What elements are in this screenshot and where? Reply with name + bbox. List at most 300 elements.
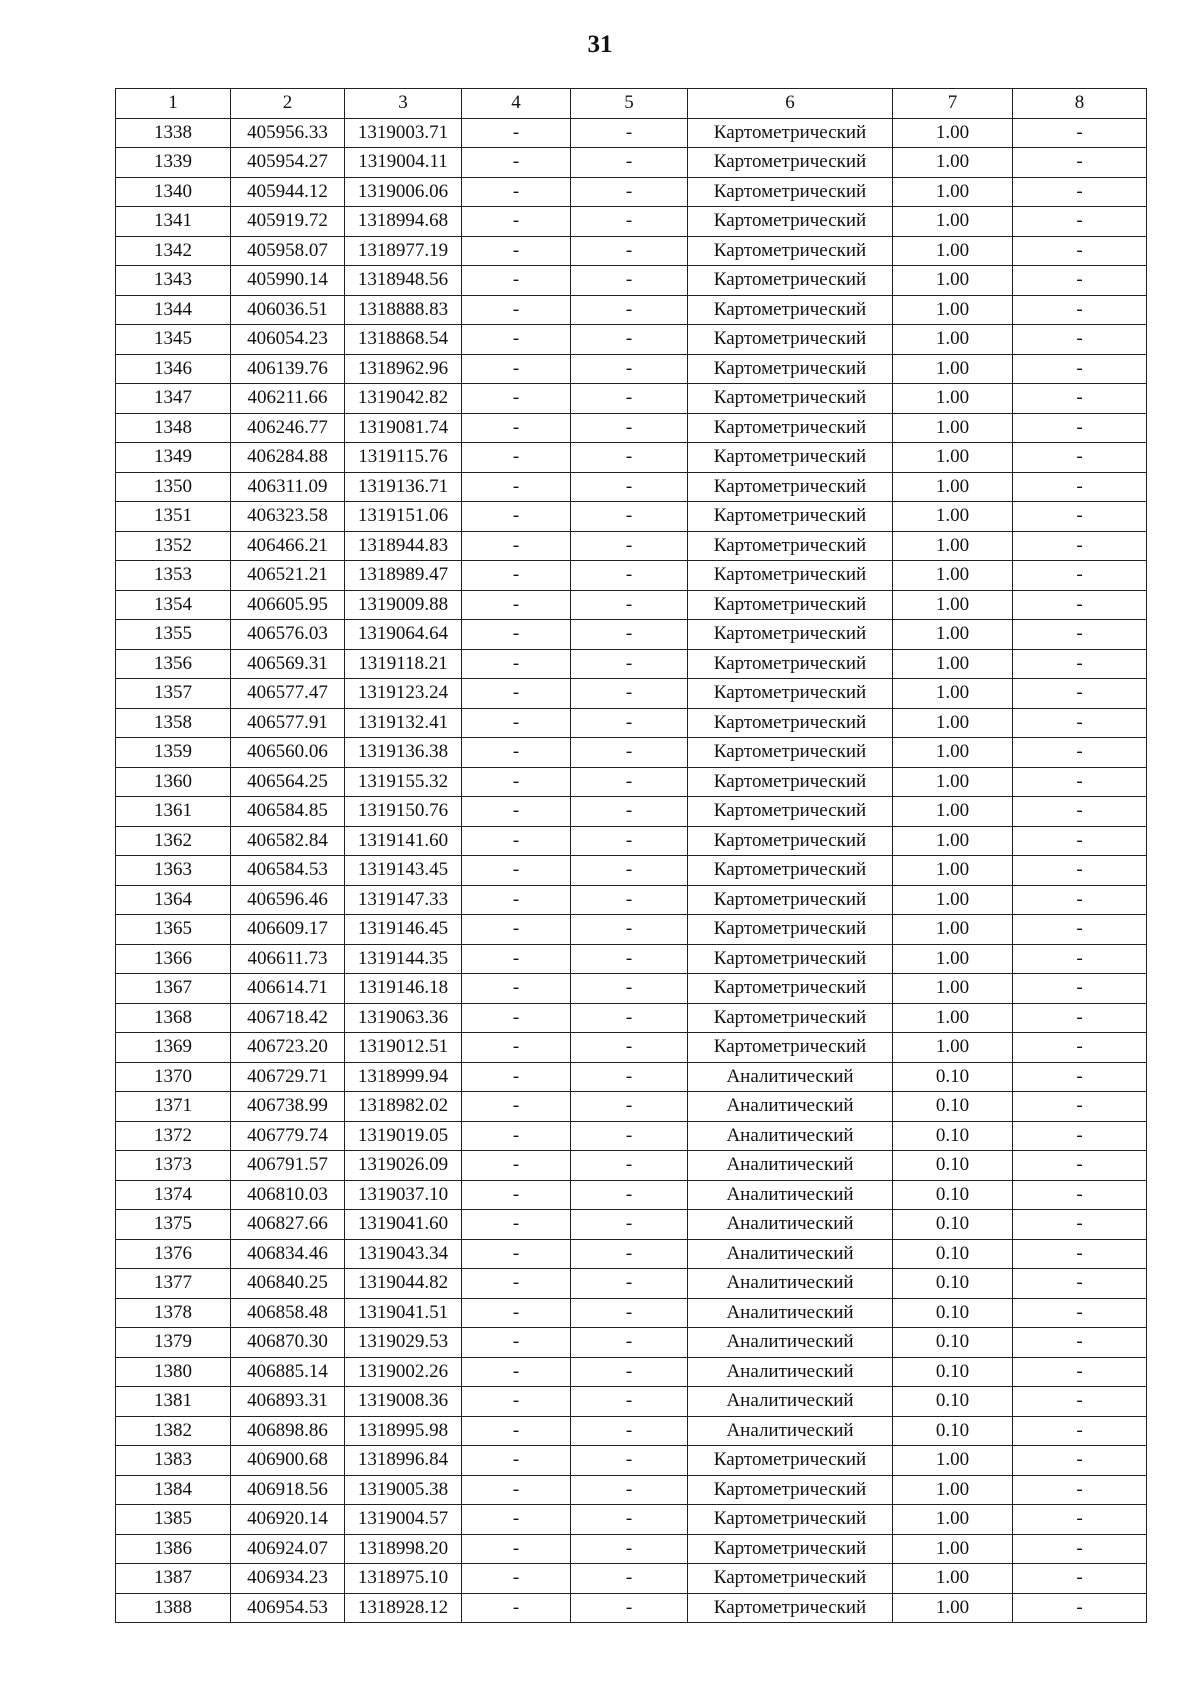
column-header: 3 — [345, 89, 462, 119]
column-8-cell: - — [1013, 1534, 1147, 1564]
accuracy-cell: 0.10 — [893, 1210, 1013, 1240]
table-row — [116, 1180, 1147, 1210]
column-4-cell: - — [462, 1505, 571, 1535]
column-4-cell: - — [462, 1387, 571, 1417]
column-8-cell: - — [1013, 1180, 1147, 1210]
point-number-cell: 1360 — [116, 767, 231, 797]
table-row — [116, 620, 1147, 650]
column-header: 4 — [462, 89, 571, 119]
column-5-cell: - — [571, 1151, 688, 1181]
column-8-cell: - — [1013, 207, 1147, 237]
column-8-cell: - — [1013, 944, 1147, 974]
column-5-cell: - — [571, 118, 688, 148]
column-8-cell: - — [1013, 974, 1147, 1004]
column-8-cell: - — [1013, 236, 1147, 266]
column-8-cell: - — [1013, 1564, 1147, 1594]
column-5-cell: - — [571, 1092, 688, 1122]
column-5-cell: - — [571, 266, 688, 296]
column-4-cell: - — [462, 207, 571, 237]
x-coordinate-cell: 406466.21 — [231, 531, 345, 561]
x-coordinate-cell: 406036.51 — [231, 295, 345, 325]
x-coordinate-cell: 406920.14 — [231, 1505, 345, 1535]
column-8-cell: - — [1013, 1239, 1147, 1269]
y-coordinate-cell: 1319044.82 — [345, 1269, 462, 1299]
column-4-cell: - — [462, 1239, 571, 1269]
method-cell: Картометрический — [688, 531, 893, 561]
point-number-cell: 1371 — [116, 1092, 231, 1122]
table-row — [116, 1593, 1147, 1623]
table-row — [116, 177, 1147, 207]
accuracy-cell: 0.10 — [893, 1416, 1013, 1446]
accuracy-cell: 0.10 — [893, 1239, 1013, 1269]
method-cell: Картометрический — [688, 856, 893, 886]
x-coordinate-cell: 406738.99 — [231, 1092, 345, 1122]
point-number-cell: 1344 — [116, 295, 231, 325]
column-4-cell: - — [462, 767, 571, 797]
column-header: 5 — [571, 89, 688, 119]
accuracy-cell: 1.00 — [893, 915, 1013, 945]
y-coordinate-cell: 1319146.18 — [345, 974, 462, 1004]
y-coordinate-cell: 1319132.41 — [345, 708, 462, 738]
table-row — [116, 1298, 1147, 1328]
x-coordinate-cell: 406564.25 — [231, 767, 345, 797]
column-8-cell: - — [1013, 531, 1147, 561]
point-number-cell: 1365 — [116, 915, 231, 945]
accuracy-cell: 1.00 — [893, 177, 1013, 207]
point-number-cell: 1372 — [116, 1121, 231, 1151]
y-coordinate-cell: 1319037.10 — [345, 1180, 462, 1210]
method-cell: Картометрический — [688, 738, 893, 768]
y-coordinate-cell: 1318995.98 — [345, 1416, 462, 1446]
method-cell: Картометрический — [688, 649, 893, 679]
column-5-cell: - — [571, 1357, 688, 1387]
point-number-cell: 1349 — [116, 443, 231, 473]
x-coordinate-cell: 406246.77 — [231, 413, 345, 443]
x-coordinate-cell: 406834.46 — [231, 1239, 345, 1269]
accuracy-cell: 1.00 — [893, 502, 1013, 532]
method-cell: Картометрический — [688, 590, 893, 620]
point-number-cell: 1342 — [116, 236, 231, 266]
point-number-cell: 1374 — [116, 1180, 231, 1210]
accuracy-cell: 1.00 — [893, 797, 1013, 827]
page-number: 31 — [587, 31, 613, 58]
column-4-cell: - — [462, 915, 571, 945]
y-coordinate-cell: 1319115.76 — [345, 443, 462, 473]
x-coordinate-cell: 406954.53 — [231, 1593, 345, 1623]
table-body — [116, 118, 1147, 1623]
point-number-cell: 1375 — [116, 1210, 231, 1240]
y-coordinate-cell: 1318977.19 — [345, 236, 462, 266]
column-4-cell: - — [462, 1092, 571, 1122]
table-row — [116, 118, 1147, 148]
y-coordinate-cell: 1319147.33 — [345, 885, 462, 915]
accuracy-cell: 1.00 — [893, 295, 1013, 325]
point-number-cell: 1354 — [116, 590, 231, 620]
x-coordinate-cell: 406723.20 — [231, 1033, 345, 1063]
table-row — [116, 1387, 1147, 1417]
point-number-cell: 1379 — [116, 1328, 231, 1358]
column-5-cell: - — [571, 236, 688, 266]
column-header: 1 — [116, 89, 231, 119]
accuracy-cell: 1.00 — [893, 620, 1013, 650]
column-5-cell: - — [571, 207, 688, 237]
accuracy-cell: 1.00 — [893, 472, 1013, 502]
x-coordinate-cell: 406827.66 — [231, 1210, 345, 1240]
x-coordinate-cell: 406284.88 — [231, 443, 345, 473]
y-coordinate-cell: 1319008.36 — [345, 1387, 462, 1417]
method-cell: Картометрический — [688, 502, 893, 532]
point-number-cell: 1340 — [116, 177, 231, 207]
accuracy-cell: 1.00 — [893, 561, 1013, 591]
accuracy-cell: 1.00 — [893, 1446, 1013, 1476]
column-5-cell: - — [571, 531, 688, 561]
column-4-cell: - — [462, 797, 571, 827]
column-5-cell: - — [571, 1505, 688, 1535]
x-coordinate-cell: 406918.56 — [231, 1475, 345, 1505]
y-coordinate-cell: 1318975.10 — [345, 1564, 462, 1594]
table-row — [116, 708, 1147, 738]
method-cell: Картометрический — [688, 354, 893, 384]
column-5-cell: - — [571, 1269, 688, 1299]
method-cell: Картометрический — [688, 325, 893, 355]
column-8-cell: - — [1013, 1446, 1147, 1476]
y-coordinate-cell: 1319144.35 — [345, 944, 462, 974]
y-coordinate-cell: 1319143.45 — [345, 856, 462, 886]
column-4-cell: - — [462, 266, 571, 296]
column-4-cell: - — [462, 974, 571, 1004]
column-4-cell: - — [462, 472, 571, 502]
column-4-cell: - — [462, 708, 571, 738]
column-8-cell: - — [1013, 649, 1147, 679]
y-coordinate-cell: 1319136.71 — [345, 472, 462, 502]
column-4-cell: - — [462, 649, 571, 679]
y-coordinate-cell: 1319063.36 — [345, 1003, 462, 1033]
column-8-cell: - — [1013, 1298, 1147, 1328]
column-8-cell: - — [1013, 561, 1147, 591]
method-cell: Аналитический — [688, 1269, 893, 1299]
point-number-cell: 1387 — [116, 1564, 231, 1594]
method-cell: Картометрический — [688, 384, 893, 414]
method-cell: Картометрический — [688, 944, 893, 974]
x-coordinate-cell: 406211.66 — [231, 384, 345, 414]
column-8-cell: - — [1013, 1387, 1147, 1417]
column-4-cell: - — [462, 354, 571, 384]
column-5-cell: - — [571, 1003, 688, 1033]
column-8-cell: - — [1013, 590, 1147, 620]
y-coordinate-cell: 1319155.32 — [345, 767, 462, 797]
point-number-cell: 1352 — [116, 531, 231, 561]
column-5-cell: - — [571, 1593, 688, 1623]
method-cell: Аналитический — [688, 1092, 893, 1122]
accuracy-cell: 1.00 — [893, 1564, 1013, 1594]
accuracy-cell: 1.00 — [893, 649, 1013, 679]
column-8-cell: - — [1013, 295, 1147, 325]
table-row — [116, 561, 1147, 591]
method-cell: Картометрический — [688, 148, 893, 178]
accuracy-cell: 1.00 — [893, 443, 1013, 473]
y-coordinate-cell: 1319004.11 — [345, 148, 462, 178]
column-5-cell: - — [571, 443, 688, 473]
y-coordinate-cell: 1319002.26 — [345, 1357, 462, 1387]
x-coordinate-cell: 405956.33 — [231, 118, 345, 148]
coordinates-table — [115, 88, 1147, 1623]
method-cell: Аналитический — [688, 1328, 893, 1358]
method-cell: Картометрический — [688, 295, 893, 325]
point-number-cell: 1384 — [116, 1475, 231, 1505]
point-number-cell: 1350 — [116, 472, 231, 502]
table-row — [116, 1328, 1147, 1358]
method-cell: Картометрический — [688, 266, 893, 296]
y-coordinate-cell: 1319041.51 — [345, 1298, 462, 1328]
column-4-cell: - — [462, 679, 571, 709]
column-8-cell: - — [1013, 885, 1147, 915]
column-5-cell: - — [571, 148, 688, 178]
method-cell: Картометрический — [688, 1033, 893, 1063]
point-number-cell: 1383 — [116, 1446, 231, 1476]
column-4-cell: - — [462, 236, 571, 266]
column-4-cell: - — [462, 118, 571, 148]
point-number-cell: 1338 — [116, 118, 231, 148]
y-coordinate-cell: 1319006.06 — [345, 177, 462, 207]
table-row — [116, 1475, 1147, 1505]
accuracy-cell: 1.00 — [893, 1003, 1013, 1033]
column-5-cell: - — [571, 354, 688, 384]
accuracy-cell: 1.00 — [893, 1593, 1013, 1623]
column-4-cell: - — [462, 325, 571, 355]
x-coordinate-cell: 406885.14 — [231, 1357, 345, 1387]
x-coordinate-cell: 406139.76 — [231, 354, 345, 384]
column-5-cell: - — [571, 974, 688, 1004]
table-row — [116, 236, 1147, 266]
column-4-cell: - — [462, 1328, 571, 1358]
column-5-cell: - — [571, 1387, 688, 1417]
column-5-cell: - — [571, 767, 688, 797]
method-cell: Картометрический — [688, 1564, 893, 1594]
column-5-cell: - — [571, 649, 688, 679]
x-coordinate-cell: 406934.23 — [231, 1564, 345, 1594]
column-4-cell: - — [462, 413, 571, 443]
column-4-cell: - — [462, 384, 571, 414]
table-row — [116, 944, 1147, 974]
accuracy-cell: 0.10 — [893, 1357, 1013, 1387]
table-row — [116, 797, 1147, 827]
accuracy-cell: 1.00 — [893, 266, 1013, 296]
column-5-cell: - — [571, 590, 688, 620]
column-5-cell: - — [571, 826, 688, 856]
column-5-cell: - — [571, 1534, 688, 1564]
column-8-cell: - — [1013, 679, 1147, 709]
point-number-cell: 1378 — [116, 1298, 231, 1328]
column-5-cell: - — [571, 502, 688, 532]
column-8-cell: - — [1013, 708, 1147, 738]
column-header: 2 — [231, 89, 345, 119]
y-coordinate-cell: 1319041.60 — [345, 1210, 462, 1240]
table-row — [116, 826, 1147, 856]
table-row — [116, 325, 1147, 355]
column-8-cell: - — [1013, 1092, 1147, 1122]
column-4-cell: - — [462, 1446, 571, 1476]
table-row — [116, 1534, 1147, 1564]
y-coordinate-cell: 1319005.38 — [345, 1475, 462, 1505]
x-coordinate-cell: 406779.74 — [231, 1121, 345, 1151]
column-5-cell: - — [571, 472, 688, 502]
accuracy-cell: 1.00 — [893, 118, 1013, 148]
y-coordinate-cell: 1319012.51 — [345, 1033, 462, 1063]
column-5-cell: - — [571, 1475, 688, 1505]
column-5-cell: - — [571, 1328, 688, 1358]
point-number-cell: 1377 — [116, 1269, 231, 1299]
method-cell: Картометрический — [688, 207, 893, 237]
column-5-cell: - — [571, 325, 688, 355]
y-coordinate-cell: 1319141.60 — [345, 826, 462, 856]
table-row — [116, 1505, 1147, 1535]
accuracy-cell: 1.00 — [893, 1534, 1013, 1564]
x-coordinate-cell: 405944.12 — [231, 177, 345, 207]
method-cell: Картометрический — [688, 177, 893, 207]
column-5-cell: - — [571, 944, 688, 974]
column-4-cell: - — [462, 1033, 571, 1063]
accuracy-cell: 0.10 — [893, 1092, 1013, 1122]
point-number-cell: 1348 — [116, 413, 231, 443]
method-cell: Аналитический — [688, 1151, 893, 1181]
column-8-cell: - — [1013, 1505, 1147, 1535]
y-coordinate-cell: 1318944.83 — [345, 531, 462, 561]
table-row — [116, 1151, 1147, 1181]
method-cell: Картометрический — [688, 413, 893, 443]
x-coordinate-cell: 406810.03 — [231, 1180, 345, 1210]
table-row — [116, 590, 1147, 620]
accuracy-cell: 1.00 — [893, 384, 1013, 414]
x-coordinate-cell: 405990.14 — [231, 266, 345, 296]
accuracy-cell: 1.00 — [893, 590, 1013, 620]
column-4-cell: - — [462, 590, 571, 620]
accuracy-cell: 1.00 — [893, 944, 1013, 974]
x-coordinate-cell: 406577.91 — [231, 708, 345, 738]
column-4-cell: - — [462, 738, 571, 768]
y-coordinate-cell: 1319026.09 — [345, 1151, 462, 1181]
accuracy-cell: 1.00 — [893, 885, 1013, 915]
point-number-cell: 1341 — [116, 207, 231, 237]
point-number-cell: 1347 — [116, 384, 231, 414]
table-row — [116, 472, 1147, 502]
column-5-cell: - — [571, 797, 688, 827]
y-coordinate-cell: 1318989.47 — [345, 561, 462, 591]
column-8-cell: - — [1013, 1210, 1147, 1240]
column-4-cell: - — [462, 531, 571, 561]
table-row — [116, 354, 1147, 384]
point-number-cell: 1361 — [116, 797, 231, 827]
column-5-cell: - — [571, 1564, 688, 1594]
column-4-cell: - — [462, 1416, 571, 1446]
y-coordinate-cell: 1318998.20 — [345, 1534, 462, 1564]
column-4-cell: - — [462, 1062, 571, 1092]
x-coordinate-cell: 406569.31 — [231, 649, 345, 679]
method-cell: Аналитический — [688, 1416, 893, 1446]
accuracy-cell: 0.10 — [893, 1121, 1013, 1151]
column-4-cell: - — [462, 1180, 571, 1210]
point-number-cell: 1339 — [116, 148, 231, 178]
table-row — [116, 502, 1147, 532]
table-row — [116, 856, 1147, 886]
column-8-cell: - — [1013, 620, 1147, 650]
column-4-cell: - — [462, 1121, 571, 1151]
column-4-cell: - — [462, 1357, 571, 1387]
x-coordinate-cell: 406924.07 — [231, 1534, 345, 1564]
column-4-cell: - — [462, 295, 571, 325]
column-8-cell: - — [1013, 1475, 1147, 1505]
column-4-cell: - — [462, 1151, 571, 1181]
table-row — [116, 1416, 1147, 1446]
x-coordinate-cell: 406584.53 — [231, 856, 345, 886]
point-number-cell: 1343 — [116, 266, 231, 296]
table-row — [116, 443, 1147, 473]
column-5-cell: - — [571, 1210, 688, 1240]
column-header: 7 — [893, 89, 1013, 119]
y-coordinate-cell: 1319009.88 — [345, 590, 462, 620]
table-row — [116, 1210, 1147, 1240]
y-coordinate-cell: 1319136.38 — [345, 738, 462, 768]
column-4-cell: - — [462, 620, 571, 650]
column-8-cell: - — [1013, 1357, 1147, 1387]
x-coordinate-cell: 406858.48 — [231, 1298, 345, 1328]
table-row — [116, 1121, 1147, 1151]
method-cell: Аналитический — [688, 1180, 893, 1210]
column-4-cell: - — [462, 1475, 571, 1505]
column-4-cell: - — [462, 1564, 571, 1594]
column-4-cell: - — [462, 1534, 571, 1564]
method-cell: Картометрический — [688, 679, 893, 709]
x-coordinate-cell: 406870.30 — [231, 1328, 345, 1358]
method-cell: Аналитический — [688, 1062, 893, 1092]
method-cell: Аналитический — [688, 1357, 893, 1387]
accuracy-cell: 1.00 — [893, 413, 1013, 443]
column-4-cell: - — [462, 177, 571, 207]
method-cell: Картометрический — [688, 1534, 893, 1564]
y-coordinate-cell: 1319019.05 — [345, 1121, 462, 1151]
method-cell: Картометрический — [688, 797, 893, 827]
table-row — [116, 207, 1147, 237]
y-coordinate-cell: 1318996.84 — [345, 1446, 462, 1476]
column-5-cell: - — [571, 413, 688, 443]
point-number-cell: 1368 — [116, 1003, 231, 1033]
column-8-cell: - — [1013, 767, 1147, 797]
column-5-cell: - — [571, 1062, 688, 1092]
x-coordinate-cell: 406840.25 — [231, 1269, 345, 1299]
y-coordinate-cell: 1318948.56 — [345, 266, 462, 296]
method-cell: Аналитический — [688, 1298, 893, 1328]
method-cell: Картометрический — [688, 1505, 893, 1535]
x-coordinate-cell: 406323.58 — [231, 502, 345, 532]
column-4-cell: - — [462, 561, 571, 591]
y-coordinate-cell: 1318868.54 — [345, 325, 462, 355]
method-cell: Картометрический — [688, 1003, 893, 1033]
table-row — [116, 1062, 1147, 1092]
accuracy-cell: 1.00 — [893, 207, 1013, 237]
x-coordinate-cell: 406596.46 — [231, 885, 345, 915]
point-number-cell: 1373 — [116, 1151, 231, 1181]
column-5-cell: - — [571, 1180, 688, 1210]
accuracy-cell: 1.00 — [893, 826, 1013, 856]
table-row — [116, 1092, 1147, 1122]
accuracy-cell: 0.10 — [893, 1387, 1013, 1417]
point-number-cell: 1385 — [116, 1505, 231, 1535]
table-row — [116, 1357, 1147, 1387]
y-coordinate-cell: 1318999.94 — [345, 1062, 462, 1092]
column-header: 8 — [1013, 89, 1147, 119]
table-row — [116, 1564, 1147, 1594]
column-8-cell: - — [1013, 826, 1147, 856]
column-8-cell: - — [1013, 856, 1147, 886]
